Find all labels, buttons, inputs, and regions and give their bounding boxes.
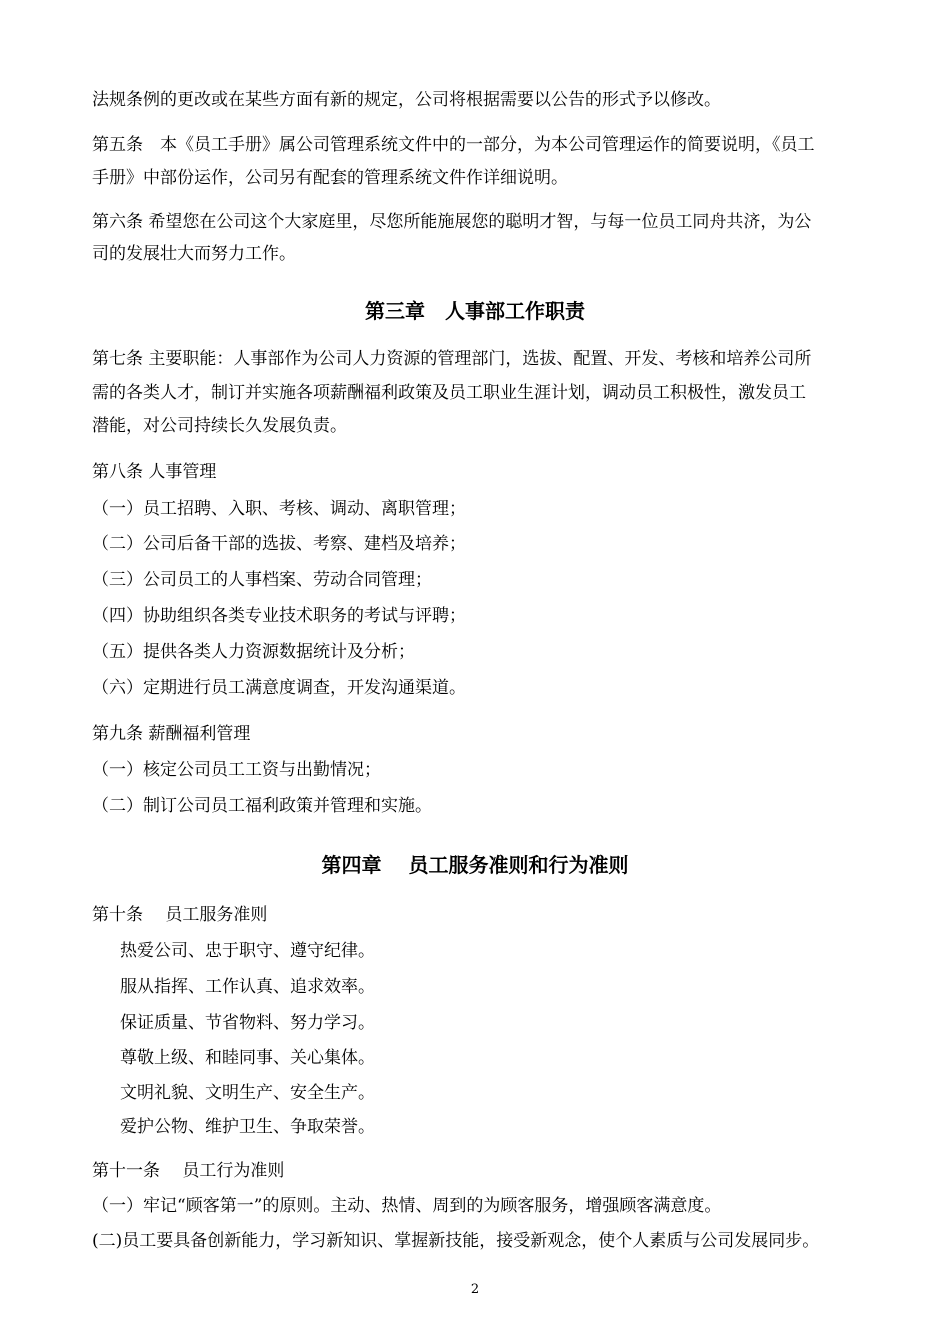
article-7-line-3: 潜能，对公司持续长久发展负责。 <box>92 416 347 436</box>
paragraph-line: 法规条例的更改或在某些方面有新的规定，公司将根据需要以公告的形式予以修改。 <box>92 90 721 110</box>
article-8-title: 第八条 人事管理 <box>92 462 217 482</box>
list-item: （三）公司员工的人事档案、劳动合同管理； <box>92 570 432 590</box>
list-item: （一）牢记“顾客第一”的原则。主动、热情、周到的为顾客服务，增强顾客满意度。 <box>92 1196 722 1216</box>
chapter-4-title: 第四章 员工服务准则和行为准则 <box>321 853 629 877</box>
list-item: （四）协助组织各类专业技术职务的考试与评聘； <box>92 606 466 626</box>
article-7-line-2: 需的各类人才，制订并实施各项薪酬福利政策及员工职业生涯计划，调动员工积极性，激发员工 <box>92 383 806 403</box>
list-item: 保证质量、节省物料、努力学习。 <box>120 1013 375 1033</box>
list-item: 文明礼貌、文明生产、安全生产。 <box>120 1083 375 1103</box>
article-7-line-1: 第七条 主要职能：人事部作为公司人力资源的管理部门，选拔、配置、开发、考核和培养公司所 <box>92 349 812 369</box>
list-item: 尊敬上级、和睦同事、关心集体。 <box>120 1048 375 1068</box>
list-item: （一）核定公司员工工资与出勤情况； <box>92 760 381 780</box>
chapter-3-title: 第三章 人事部工作职责 <box>365 299 585 323</box>
list-item: （二）制订公司员工福利政策并管理和实施。 <box>92 796 432 816</box>
list-item: 热爱公司、忠于职守、遵守纪律。 <box>120 941 375 961</box>
article-9-title: 第九条 薪酬福利管理 <box>92 724 251 744</box>
article-11-title: 第十一条 员工行为准则 <box>92 1161 285 1181</box>
list-item: 服从指挥、工作认真、追求效率。 <box>120 977 375 997</box>
article-6-line-1: 第六条 希望您在公司这个大家庭里，尽您所能施展您的聪明才智，与每一位员工同舟共济，为公 <box>92 212 812 232</box>
article-10-title: 第十条 员工服务准则 <box>92 905 268 925</box>
article-5-line-1: 第五条 本《员工手册》属公司管理系统文件中的一部分，为本公司管理运作的简要说明，《员工 <box>92 135 815 155</box>
article-6-line-2: 司的发展壮大而努力工作。 <box>92 244 296 264</box>
article-5-line-2: 手册》中部份运作，公司另有配套的管理系统文件作详细说明。 <box>92 168 568 188</box>
list-item: （六）定期进行员工满意度调查，开发沟通渠道。 <box>92 678 466 698</box>
list-item: 爱护公物、维护卫生、争取荣誉。 <box>120 1117 375 1137</box>
list-item: （一）员工招聘、入职、考核、调动、离职管理； <box>92 499 466 519</box>
page-number: 2 <box>470 1282 480 1297</box>
list-item: （二）公司后备干部的选拔、考察、建档及培养； <box>92 534 466 554</box>
list-item: (二)员工要具备创新能力，学习新知识、掌握新技能，接受新观念，使个人素质与公司发展同步。 <box>92 1231 820 1251</box>
list-item: （五）提供各类人力资源数据统计及分析； <box>92 642 415 662</box>
